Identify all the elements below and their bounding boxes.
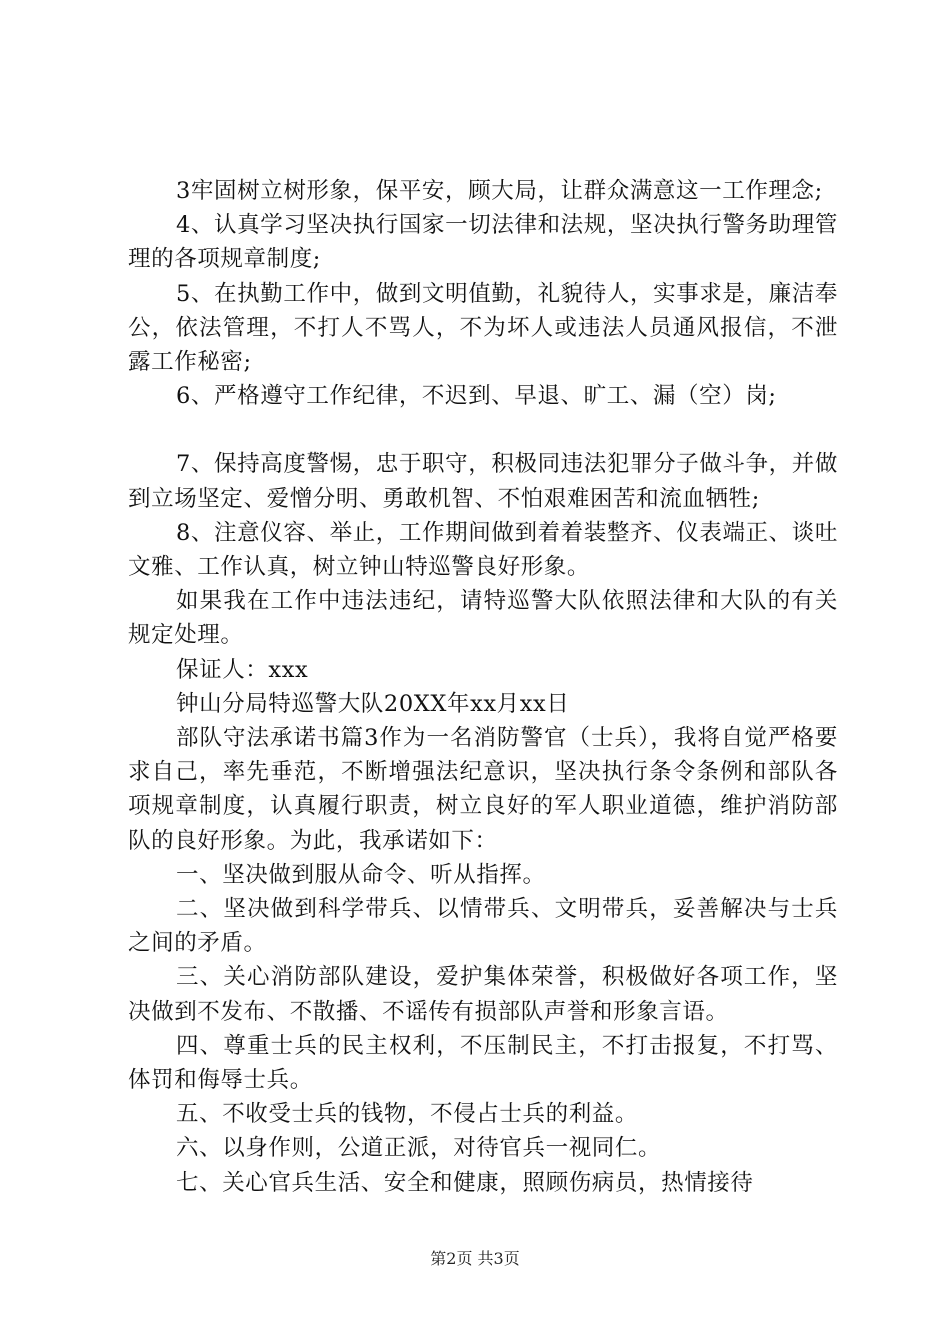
paragraph: 二、坚决做到科学带兵、以情带兵、文明带兵，妥善解决与士兵之间的矛盾。 (128, 896, 838, 957)
paragraph: 部队守法承诺书篇3作为一名消防警官（士兵），我将自觉严格要求自己，率先垂范，不断增强法纪意识，坚决执行条令条例和部队各项规章制度，认真履行职责，树立良好的军人职业道德，维护消防部队的良好形象。为此，我承诺如下： (128, 725, 838, 854)
paragraph: 一、坚决做到服从命令、听从指挥。 (176, 861, 546, 888)
paragraph: 4、认真学习坚决执行国家一切法律和法规，坚决执行警务助理管理的各项规章制度; (128, 212, 838, 273)
paragraph: 6、严格遵守工作纪律，不迟到、早退、旷工、漏（空）岗; (176, 383, 777, 410)
paragraph: 五、不收受士兵的钱物，不侵占士兵的利益。 (176, 1101, 639, 1128)
paragraph: 三、关心消防部队建设，爱护集体荣誉，积极做好各项工作，坚决做到不发布、不散播、不谣传有损部队声誉和形象言语。 (128, 964, 838, 1025)
guarantor-line: 保证人：xxx (176, 656, 309, 683)
paragraph: 七、关心官兵生活、安全和健康，照顾伤病员，热情接待 (176, 1169, 754, 1196)
paragraph: 5、在执勤工作中，做到文明值勤，礼貌待人，实事求是，廉洁奉公，依法管理，不打人不骂人，不为坏人或违法人员通风报信，不泄露工作秘密; (128, 280, 838, 376)
paragraph: 7、保持高度警惕，忠于职守，积极同违法犯罪分子做斗争，并做到立场坚定、爱憎分明、勇敢机智、不怕艰难困苦和流血牺牲; (128, 451, 838, 512)
signature-date-line: 钟山分局特巡警大队20XX年xx月xx日 (176, 690, 570, 717)
paragraph: 8、注意仪容、举止，工作期间做到着着装整齐、仪表端正、谈吐文雅、工作认真，树立钟山特巡警良好形象。 (128, 519, 838, 581)
paragraph: 四、尊重士兵的民主权利，不压制民主，不打击报复，不打骂、体罚和侮辱士兵。 (128, 1032, 838, 1094)
paragraph: 3牢固树立树形象，保平安，顾大局，让群众满意这一工作理念; (176, 178, 823, 204)
paragraph: 如果我在工作中违法违纪，请特巡警大队依照法律和大队的有关规定处理。 (128, 588, 838, 649)
page-number-footer: 第2页 共3页 (430, 1249, 520, 1268)
paragraph: 六、以身作则，公道正派，对待官兵一视同仁。 (176, 1135, 662, 1162)
document-body (128, 174, 838, 1200)
